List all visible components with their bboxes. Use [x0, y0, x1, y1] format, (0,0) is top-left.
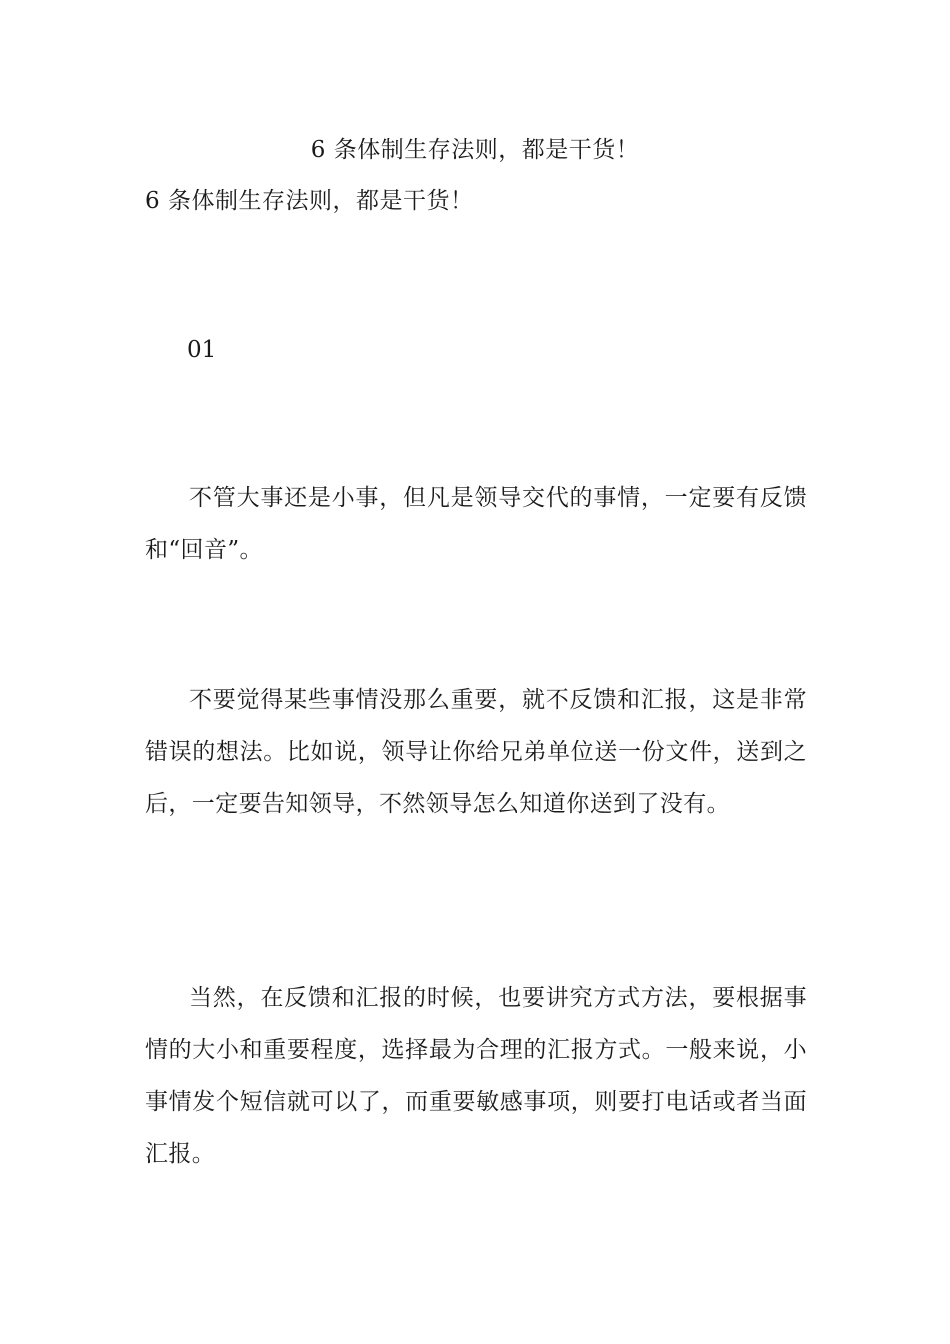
- page-title: 6 条体制生存法则，都是干货！: [310, 137, 640, 163]
- paragraph-3: 当然，在反馈和汇报的时候，也要讲究方式方法，要根据事情的大小和重要程度，选择最为合理的汇报方式。一般来说，小事情发个短信就可以了，而重要敏感事项，则要打电话或者当面汇报。: [145, 985, 807, 1167]
- article-heading: 6 条体制生存法则，都是干货！: [145, 188, 474, 214]
- paragraph-2: 不要觉得某些事情没那么重要，就不反馈和汇报，这是非常错误的想法。比如说，领导让你给兄弟单位送一份文件，送到之后，一定要告知领导，不然领导怎么知道你送到了没有。: [145, 687, 807, 817]
- paragraph-1: 不管大事还是小事，但凡是领导交代的事情，一定要有反馈和“回音”。: [145, 485, 807, 563]
- section-number: 01: [187, 337, 217, 363]
